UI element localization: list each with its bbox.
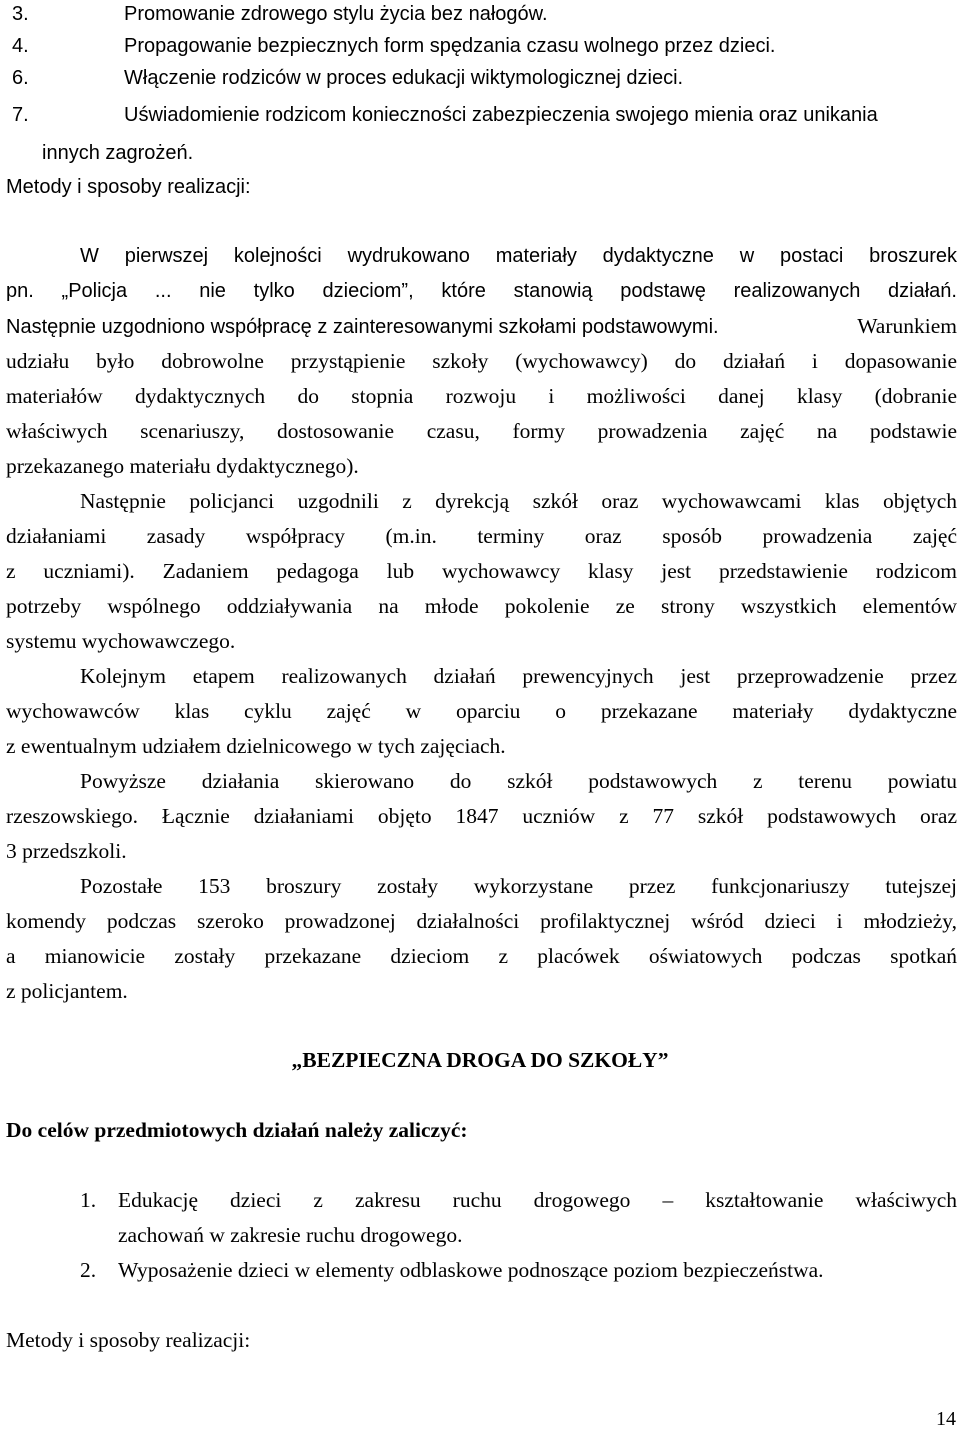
list-text: Propagowanie bezpiecznych form spędzania czasu wolnego przez dzieci. bbox=[124, 35, 776, 57]
section-heading: Metody i sposoby realizacji: bbox=[6, 1328, 251, 1352]
list-text: Edukację dzieci z zakresu ruchu drogowego – kształtowanie właściwych bbox=[118, 1188, 957, 1212]
list-number: 6. bbox=[12, 67, 29, 89]
paragraph-line: potrzeby wspólnego oddziaływania na młode pokolenie ze strony wszystkich elementów bbox=[6, 594, 957, 618]
paragraph-line: materiałów dydaktycznych do stopnia rozwoju i możliwości danej klasy (dobranie bbox=[6, 384, 957, 408]
list-number: 2. bbox=[80, 1258, 97, 1282]
paragraph-line: Kolejnym etapem realizowanych działań prewencyjnych jest przeprowadzenie przez bbox=[80, 664, 957, 688]
list-text: Promowanie zdrowego stylu życia bez nałogów. bbox=[124, 3, 548, 25]
section-title: „BEZPIECZNA DROGA DO SZKOŁY” bbox=[291, 1048, 669, 1072]
paragraph-line: z uczniami). Zadaniem pedagoga lub wychowawcy klasy jest przedstawienie rodzicom bbox=[6, 559, 957, 583]
paragraph-text: Warunkiem bbox=[857, 314, 957, 338]
list-text: Uświadomienie rodzicom konieczności zabezpieczenia swojego mienia oraz unikania bbox=[124, 104, 878, 126]
paragraph-line: rzeszowskiego. Łącznie działaniami objęto 1847 uczniów z 77 szkół podstawowych oraz bbox=[6, 804, 957, 828]
paragraph-line: Powyższe działania skierowano do szkół podstawowych z terenu powiatu bbox=[80, 769, 957, 793]
page-number: 14 bbox=[936, 1408, 956, 1430]
list-text: Wyposażenie dzieci w elementy odblaskowe podnoszące poziom bezpieczeństwa. bbox=[118, 1258, 824, 1282]
list-number: 7. bbox=[12, 104, 29, 126]
paragraph-line: wychowawców klas cyklu zajęć w oparciu o przekazane materiały dydaktyczne bbox=[6, 699, 957, 723]
list-number: 3. bbox=[12, 3, 29, 25]
list-number: 1. bbox=[80, 1188, 97, 1212]
list-text-continuation: zachowań w zakresie ruchu drogowego. bbox=[118, 1223, 463, 1247]
paragraph-line: 3 przedszkoli. bbox=[6, 839, 127, 863]
paragraph-line: z policjantem. bbox=[6, 979, 128, 1003]
paragraph-line: W pierwszej kolejności wydrukowano materiały dydaktyczne w postaci broszurek bbox=[80, 245, 957, 267]
section-heading: Metody i sposoby realizacji: bbox=[6, 176, 251, 198]
paragraph-line: działaniami zasady współpracy (m.in. terminy oraz sposób prowadzenia zajęć bbox=[6, 524, 957, 548]
paragraph-line: komendy podczas szeroko prowadzonej działalności profilaktycznej wśród dzieci i młodzieży, bbox=[6, 909, 957, 933]
paragraph-line: z ewentualnym udziałem dzielnicowego w tych zajęciach. bbox=[6, 734, 506, 758]
paragraph-line: systemu wychowawczego. bbox=[6, 629, 236, 653]
paragraph-line: Następnie policjanci uzgodnili z dyrekcją szkół oraz wychowawcami klas objętych bbox=[80, 489, 957, 513]
list-text-continuation: innych zagrożeń. bbox=[42, 142, 194, 164]
paragraph-line: a mianowicie zostały przekazane dzieciom z placówek oświatowych podczas spotkań bbox=[6, 944, 957, 968]
paragraph-line bbox=[6, 312, 957, 341]
paragraph-text: Następnie uzgodniono współpracę z zainteresowanymi szkołami podstawowymi. bbox=[6, 316, 719, 338]
paragraph-line: pn. „Policja ... nie tylko dzieciom”, które stanowią podstawę realizowanych działań. bbox=[6, 280, 957, 302]
paragraph-line: przekazanego materiału dydaktycznego). bbox=[6, 454, 359, 478]
list-number: 4. bbox=[12, 35, 29, 57]
list-text: Włączenie rodziców w proces edukacji wiktymologicznej dzieci. bbox=[124, 67, 684, 89]
paragraph-line: właściwych scenariuszy, dostosowanie czasu, formy prowadzenia zajęć na podstawie bbox=[6, 419, 957, 443]
paragraph-line: udziału było dobrowolne przystąpienie szkoły (wychowawcy) do działań i dopasowanie bbox=[6, 349, 957, 373]
paragraph-line: Pozostałe 153 broszury zostały wykorzystane przez funkcjonariuszy tutejszej bbox=[80, 874, 957, 898]
goals-heading: Do celów przedmiotowych działań należy zaliczyć: bbox=[6, 1118, 468, 1142]
